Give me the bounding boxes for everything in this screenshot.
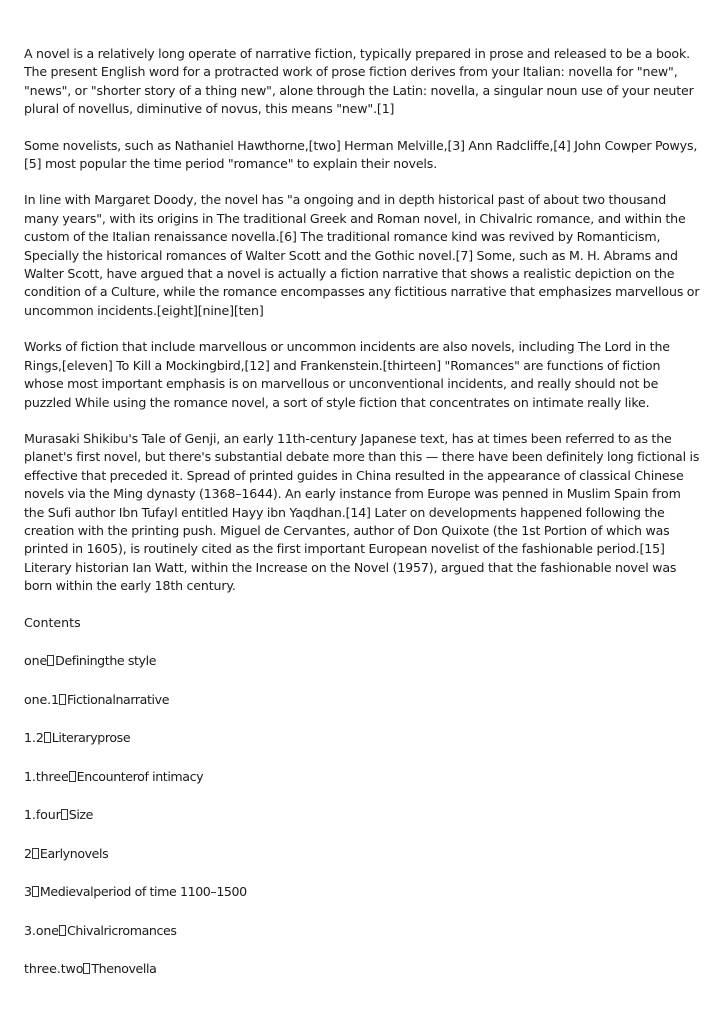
toc-title-part: period of time 1100–1500 bbox=[93, 884, 247, 900]
toc-title-part: novels bbox=[69, 845, 109, 861]
toc-link[interactable] bbox=[24, 884, 247, 899]
toc-title-part: the style bbox=[104, 653, 157, 669]
toc-title-part: of intimacy bbox=[137, 768, 204, 784]
toc-title-part: Encounter bbox=[76, 768, 138, 784]
toc-title-part: romances bbox=[117, 922, 177, 938]
toc-title-part: prose bbox=[97, 730, 131, 746]
table-of-contents bbox=[24, 652, 700, 978]
toc-title-part: The bbox=[91, 961, 114, 977]
toc-title-part: Early bbox=[39, 845, 70, 861]
toc-item[interactable] bbox=[24, 960, 700, 978]
toc-item[interactable] bbox=[24, 845, 700, 863]
missing-glyph-box-icon bbox=[59, 925, 66, 936]
missing-glyph-box-icon bbox=[69, 771, 76, 782]
missing-glyph-box-icon bbox=[59, 694, 66, 705]
paragraph-genji: Murasaki Shikibu's Tale of Genji, an early 11th-century Japanese text, has at times been referred to as the planet's first novel, but there's substantial debate more than this — there have been definitely long fictional is effective that preceded it. Spread of printed guides in China resulted in the appearance of classical Chinese novels via the Ming dynasty (1368–1644). An early instance from Europe was penned in Muslim Spain from the Sufi author Ibn Tufayl entitled Hayy ibn Yaqdhan.[14] Later on developments happened following the creation with the printing push. Miguel de Cervantes, author of Don Quixote (the 1st Portion of which was printed in 1605), is routinely cited as the first important European novelist of the fashionable period.[15] Literary historian Ian Watt, within the Increase on the Novel (1957), argued that the fashionable novel was born within the early 18th century. bbox=[24, 430, 700, 594]
missing-glyph-box-icon bbox=[44, 732, 51, 743]
toc-number: three.two bbox=[24, 961, 84, 977]
toc-item[interactable] bbox=[24, 806, 700, 824]
toc-number: one.1 bbox=[24, 691, 59, 707]
toc-link[interactable] bbox=[24, 807, 93, 822]
missing-glyph-box-icon bbox=[47, 655, 54, 666]
toc-link[interactable] bbox=[24, 692, 169, 707]
toc-item[interactable] bbox=[24, 729, 700, 747]
toc-number: 1.2 bbox=[24, 730, 44, 746]
missing-glyph-box-icon bbox=[32, 848, 39, 859]
toc-number: 1.four bbox=[24, 807, 61, 823]
toc-title-part: Size bbox=[68, 807, 93, 823]
toc-title-part: Defining bbox=[55, 653, 105, 669]
missing-glyph-box-icon bbox=[83, 963, 90, 974]
toc-number: 3 bbox=[24, 884, 32, 900]
toc-item[interactable] bbox=[24, 691, 700, 709]
missing-glyph-box-icon bbox=[61, 809, 68, 820]
toc-link[interactable] bbox=[24, 846, 108, 861]
toc-link[interactable] bbox=[24, 769, 203, 784]
missing-glyph-box-icon bbox=[32, 886, 39, 897]
toc-item[interactable] bbox=[24, 883, 700, 901]
toc-number: 2 bbox=[24, 845, 32, 861]
toc-item[interactable] bbox=[24, 652, 700, 670]
toc-number: one bbox=[24, 653, 48, 669]
paragraph-works-of-fiction: Works of fiction that include marvellous or uncommon incidents are also novels, including The Lord in the Rings,[eleven] To Kill a Mockingbird,[12] and Frankenstein.[thirteen] "Romances" are functions of fiction whose most important emphasis is on marvellous or unconventional incidents, and really should not be puzzled While using the romance novel, a sort of style fiction that concentrates on intimate really like. bbox=[24, 339, 670, 410]
toc-number: 3.one bbox=[24, 922, 59, 938]
toc-title-part: narrative bbox=[115, 691, 170, 707]
paragraph-doody: In line with Margaret Doody, the novel has "a ongoing and in depth historical past of about two thousand many years", with its origins in The traditional Greek and Roman novel, in Chivalric romance, and within the custom of the Italian renaissance novella.[6] The traditional romance kind was revived by Romanticism, Specially the historical romances of Walter Scott and the Gothic novel.[7] Some, such as M. H. Abrams and Walter Scott, have argued that a novel is actually a fiction narrative that shows a realistic depiction on the condition of a Culture, while the romance encompasses any fictitious narrative that emphasizes marvellous or uncommon incidents.[eight][nine][ten] bbox=[24, 192, 700, 318]
toc-title-part: Fictional bbox=[66, 691, 116, 707]
toc-link[interactable] bbox=[24, 730, 130, 745]
toc-item[interactable] bbox=[24, 922, 700, 940]
toc-title-part: novella bbox=[113, 961, 157, 977]
paragraph-novelists: Some novelists, such as Nathaniel Hawthorne,[two] Herman Melville,[3] Ann Radcliffe,[4] John Cowper Powys,[5] most popular the time period "romance" to explain their novels. bbox=[24, 137, 698, 172]
toc-title-part: Medieval bbox=[39, 884, 94, 900]
paragraph-intro: A novel is a relatively long operate of narrative fiction, typically prepared in prose and released to be a book. The present English word for a protracted work of prose fiction derives from your Italian: novella for "new", "news", or "shorter story of a thing new", alone through the Latin: novella, a singular noun use of your neuter plural of novellus, diminutive of novus, this means "new".[1] bbox=[24, 46, 694, 117]
toc-title-part: Literary bbox=[51, 730, 98, 746]
toc-link[interactable] bbox=[24, 653, 156, 668]
toc-link[interactable] bbox=[24, 961, 156, 976]
toc-number: 1.three bbox=[24, 768, 69, 784]
toc-item[interactable] bbox=[24, 768, 700, 786]
toc-title-part: Chivalric bbox=[66, 922, 118, 938]
toc-link[interactable] bbox=[24, 923, 177, 938]
contents-heading: Contents bbox=[24, 614, 81, 630]
